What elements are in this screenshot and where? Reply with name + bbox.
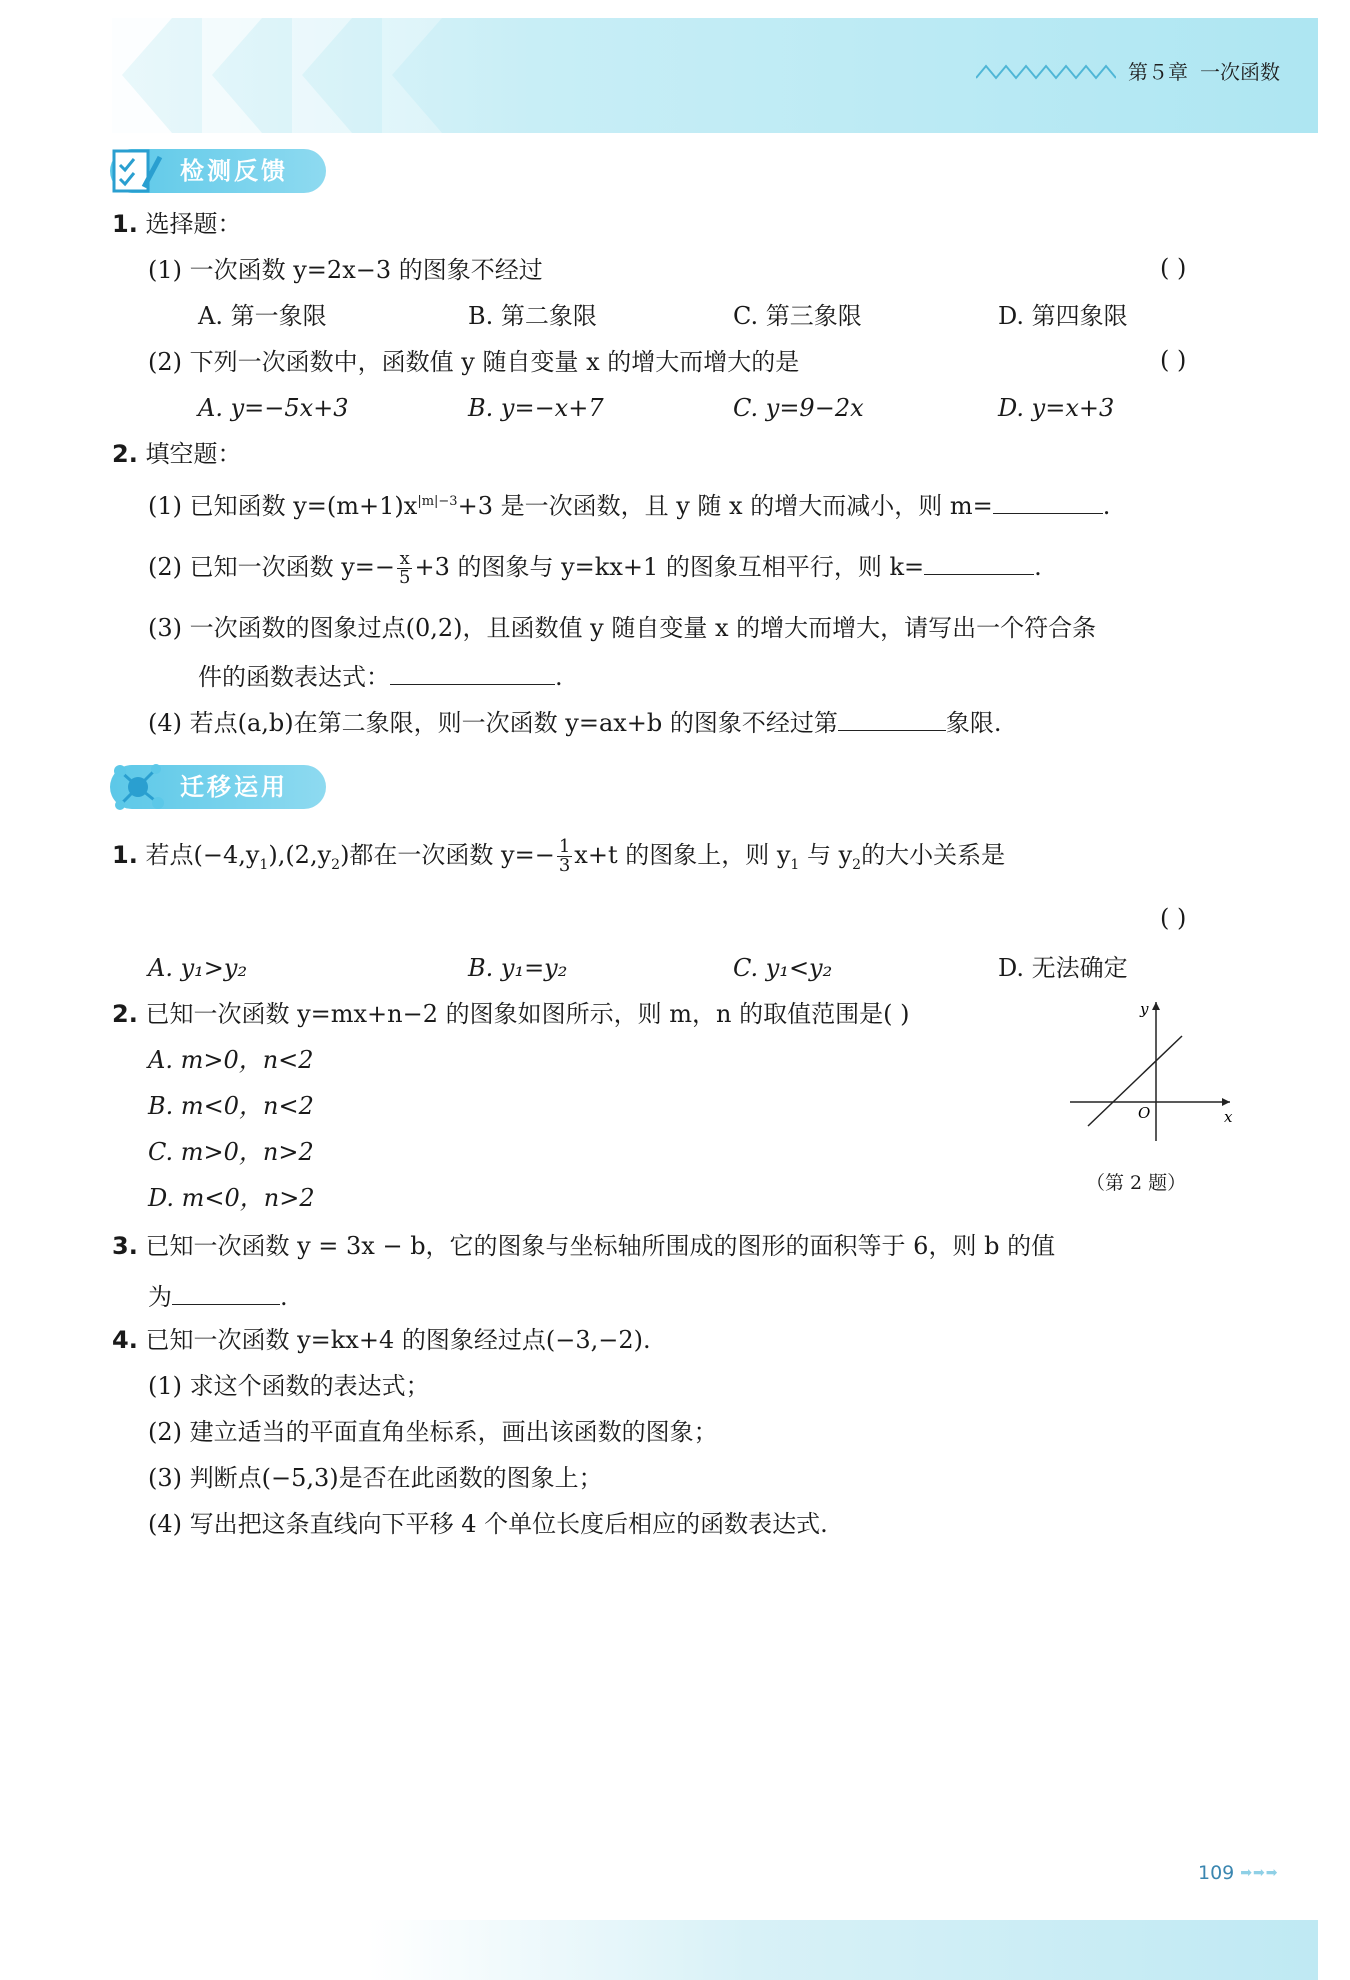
transfer-q3-cont: 为 . — [148, 1278, 288, 1313]
chapter-title: 一次函数 — [1200, 60, 1280, 84]
transfer-q3: 3. 已知一次函数 y = 3x − b，它的图象与坐标轴所围成的图形的面积等于 6，则 b 的值 — [112, 1232, 1056, 1260]
y-axis-arrow — [1152, 1002, 1160, 1010]
checklist-icon — [110, 143, 166, 199]
option-b: B. 第二象限 — [468, 302, 597, 330]
chapter-header — [976, 56, 1280, 85]
answer-paren: ( ) — [1160, 904, 1187, 932]
section-transfer-title: 迁移运用 — [110, 765, 326, 809]
option-c: C. y=9−2x — [733, 394, 864, 422]
check-q1-title: 1. 选择题： — [112, 210, 242, 238]
function-line — [1088, 1036, 1182, 1126]
option-d: D. 第四象限 — [998, 302, 1128, 330]
answer-paren: ( ) — [1160, 346, 1187, 374]
option-a: A. y₁>y₂ — [148, 954, 248, 982]
answer-paren: ( ) — [1160, 254, 1187, 282]
section-transfer-header — [110, 762, 326, 812]
check-q1-s1: (1) 一次函数 y=2x−3 的图象不经过 — [148, 256, 543, 284]
transfer-q4-s1: (1) 求这个函数的表达式； — [148, 1372, 430, 1400]
header-chevrons — [112, 18, 532, 133]
option-d: D. 无法确定 — [998, 954, 1128, 982]
option-b: B. m<0，n<2 — [148, 1092, 314, 1120]
option-d: D. y=x+3 — [998, 394, 1115, 422]
transfer-q4: 4. 已知一次函数 y=kx+4 的图象经过点(−3,−2). — [112, 1326, 651, 1354]
option-b: B. y₁=y₂ — [468, 954, 568, 982]
section-check-title: 检测反馈 — [110, 149, 326, 193]
check-q1-s2: (2) 下列一次函数中，函数值 y 随自变量 x 的增大而增大的是 — [148, 348, 800, 376]
option-c: C. y₁<y₂ — [733, 954, 833, 982]
option-a: A. 第一象限 — [198, 302, 327, 330]
chapter-number: 第５章 — [1128, 60, 1188, 84]
y-axis-label: y — [1140, 1000, 1149, 1018]
figure-caption: （第 2 题） — [1086, 1172, 1187, 1194]
option-a: A. y=−5x+3 — [198, 394, 349, 422]
option-a: A. m>0，n<2 — [148, 1046, 314, 1074]
molecule-icon — [110, 759, 166, 815]
check-q2-s3: (3) 一次函数的图象过点(0,2)，且函数值 y 随自变量 x 的增大而增大，请写出一个符合条 — [148, 614, 1097, 642]
arrows-icon: ➡➡➡ — [1240, 1865, 1279, 1881]
mountains-icon — [976, 62, 1116, 80]
x-axis-arrow — [1222, 1098, 1230, 1106]
transfer-q2: 2. 已知一次函数 y=mx+n−2 的图象如图所示，则 m，n 的取值范围是( ) — [112, 1000, 910, 1028]
check-q2-title: 2. 填空题： — [112, 440, 242, 468]
footer-band — [368, 1920, 1318, 1980]
origin-label: O — [1138, 1104, 1151, 1122]
x-axis-label: x — [1224, 1108, 1233, 1126]
line-graph-figure — [1060, 996, 1240, 1146]
option-c: C. 第三象限 — [733, 302, 862, 330]
check-q2-s2: (2) 已知一次函数 y=− $\frac{x}{5}$ +3 的图象与 y=kx+1 的图象互相平行，则 k= . — [148, 548, 1042, 588]
page-number: 109 ➡➡➡ — [1198, 1862, 1279, 1884]
check-q2-s1: (1) 已知函数 $y=(m+1)x^{|m|-3}+3$ 是一次函数，且 y 随 x 的增大而减小，则 m= . — [148, 486, 1110, 522]
transfer-q4-s4: (4) 写出把这条直线向下平移 4 个单位长度后相应的函数表达式. — [148, 1510, 828, 1538]
check-q2-s4: (4) 若点(a,b)在第二象限，则一次函数 y=ax+b 的图象不经过第 象限. — [148, 704, 1002, 739]
transfer-q4-s3: (3) 判断点(−5,3)是否在此函数的图象上； — [148, 1464, 603, 1492]
option-c: C. m>0，n>2 — [148, 1138, 314, 1166]
check-q2-s3-cont: 件的函数表达式： . — [198, 658, 563, 693]
transfer-q1: 1. 若点$(-4,y_1),(2,y_2)$都在一次函数 y=− $\frac{1}{3}$ x+t 的图象上，则 $y_1$ 与 $y_2$的大小关系是 — [112, 836, 1006, 876]
option-b: B. y=−x+7 — [468, 394, 604, 422]
option-d: D. m<0，n>2 — [148, 1184, 315, 1212]
section-check-header — [110, 146, 326, 196]
transfer-q4-s2: (2) 建立适当的平面直角坐标系，画出该函数的图象； — [148, 1418, 718, 1446]
